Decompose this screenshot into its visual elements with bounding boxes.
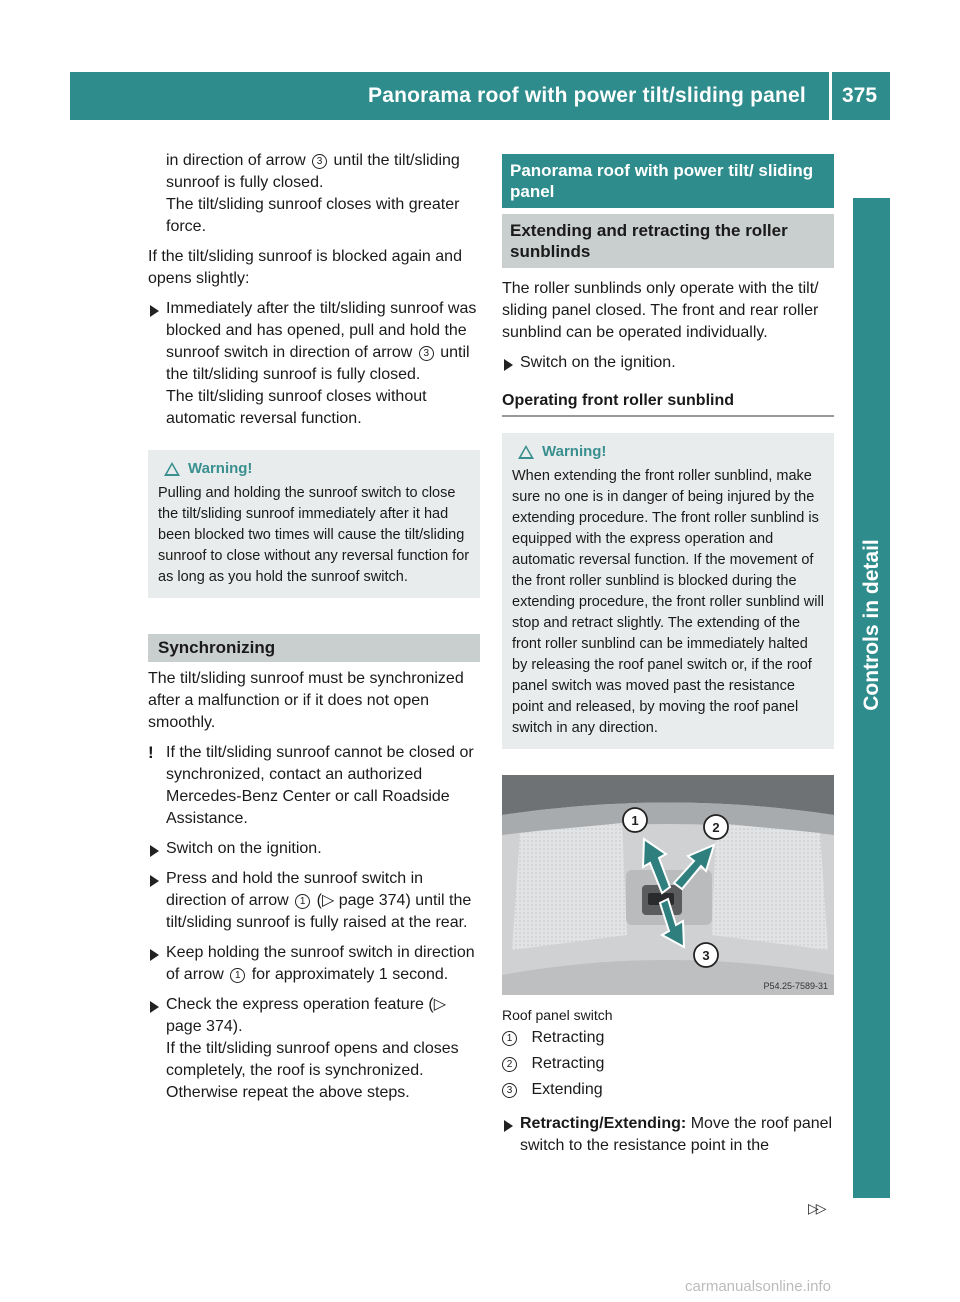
watermark: carmanualsonline.info (685, 1278, 831, 1295)
photo-code: P54.25-7589-31 (763, 981, 828, 991)
warning-header (164, 460, 470, 477)
roof-panel-switch-photo (502, 775, 834, 995)
step-arrow-icon (150, 1001, 159, 1013)
warning-box-right (502, 433, 834, 749)
subsection-heading-sunblinds: Extending and retracting the roller sunblinds (502, 214, 834, 268)
photo-caption: Roof panel switch (502, 1007, 613, 1023)
legend-item-1 (502, 1027, 834, 1049)
cont1b-text: until the tilt/sliding sunroof is fully closed. (166, 152, 460, 191)
page-number: 375 (842, 84, 878, 107)
legend-marker-3: 3 (502, 1083, 517, 1098)
step-arrow-icon (150, 875, 159, 887)
step-arrow-icon (504, 1120, 513, 1132)
s3a-text: Keep holding the sunroof switch in direction of arrow (166, 944, 475, 983)
warning-title: Warning! (542, 443, 607, 460)
warning-triangle-icon (518, 445, 534, 459)
warning-title: Warning! (188, 460, 253, 477)
step-retracting-extending (502, 1113, 834, 1157)
s2b-text: (▷ page 374) until the tilt/sliding sunroof is fully raised at the rear. (166, 892, 472, 931)
step-last-text: Move the roof panel switch to the resistance point in the (520, 1115, 833, 1154)
s1-text: Switch on the ignition. (166, 840, 322, 857)
step-arrow-icon (150, 305, 159, 317)
roof-panel-illustration (502, 775, 834, 995)
section-heading-panorama: Panorama roof with power tilt/ sliding panel (502, 154, 834, 208)
sync-text: The tilt/sliding sunroof must be synchronized after a malfunction or if it does not open smoothly. (148, 670, 464, 731)
step1b-text: until the tilt/sliding sunroof is fully closed. (166, 344, 470, 383)
page-header (70, 72, 890, 120)
blocked-text: If the tilt/sliding sunroof is blocked again and opens slightly: (148, 248, 462, 287)
warning-box (148, 450, 480, 598)
legend-marker-1: 1 (502, 1031, 517, 1046)
continuation-text-2: The tilt/sliding sunroof closes with greater force. (166, 196, 460, 235)
subheading-front-sunblind: Operating front roller sunblind (502, 392, 834, 417)
legend-label-3: Extending (531, 1081, 603, 1098)
legend-marker-2: 2 (502, 1057, 517, 1072)
right-column (502, 154, 834, 1157)
s3b-text: for approximately 1 second. (251, 966, 449, 983)
continuation-text (148, 150, 480, 194)
note-text: If the tilt/sliding sunroof cannot be closed or synchronized, contact an authorized Mercedes-Benz Center or call Roadside Assistance. (166, 744, 474, 827)
side-tab-text: Controls in detail (860, 539, 883, 711)
step-arrow-icon (150, 949, 159, 961)
warning-text: When extending the front roller sunblind, make sure no one is in danger of being injured by the extending procedure. The front roller sunblind is equipped with the express operation and automatic reversal function. If the movement of the front roller sunblind is blocked during the extending procedure, the front roller sunblind will stop and retract slightly. The extending of the front roller sunblind can be immediately halted by releasing the roof panel switch or, if the roof panel switch was moved past the resistance point and released, by moving the roof panel switch in any direction. (512, 468, 824, 736)
intro-text: The roller sunblinds only operate with the tilt/ sliding panel closed. The front and rear roller sunblind can be operated individually. (502, 280, 819, 341)
step-arrow-icon (150, 845, 159, 857)
section-heading-synchronizing: Synchronizing (148, 634, 480, 662)
s4a-text: Check the express operation feature (▷ page 374). (166, 996, 447, 1035)
step-keep-holding (148, 942, 480, 986)
step-ignition-right (502, 352, 834, 374)
legend-label-1: Retracting (531, 1029, 605, 1046)
arrow-3-marker: 3 (419, 346, 434, 361)
step1a-text: Immediately after the tilt/sliding sunroof was blocked and has opened, pull and hold the sunroof switch in direction of arrow (166, 300, 477, 361)
arrow-3-marker: 3 (312, 154, 327, 169)
svg-text:3: 3 (702, 948, 710, 963)
header-divider (829, 72, 832, 120)
note-paragraph (148, 742, 480, 830)
s2a-text: Press and hold the sunroof switch in direction of arrow (166, 870, 424, 909)
page-title: Panorama roof with power tilt/sliding panel (368, 84, 806, 107)
step-bold-label: Retracting/Extending: (520, 1115, 687, 1132)
step-ignition (148, 838, 480, 860)
left-column (148, 150, 480, 1104)
step-check-express (148, 994, 480, 1104)
continue-arrows-icon: ▷▷ (808, 1200, 824, 1216)
step-arrow-icon (504, 359, 513, 371)
warning-text: Pulling and holding the sunroof switch to close the tilt/sliding sunroof immediately after it had been blocked two times will cause the tilt/sliding sunroof to close without any reversal function for as long as you hold the sunroof switch. (158, 485, 470, 585)
note-mark-icon: ! (148, 743, 154, 762)
svg-text:2: 2 (712, 820, 720, 835)
step-immediately (148, 298, 480, 430)
side-tab-label (855, 525, 889, 725)
warning-header (518, 443, 824, 460)
svg-text:1: 1 (631, 813, 639, 828)
arrow-1-marker: 1 (230, 968, 245, 983)
legend-label-2: Retracting (531, 1055, 605, 1072)
s4b-text: If the tilt/sliding sunroof opens and closes completely, the roof is synchronized. Otherwise repeat the above steps. (166, 1040, 459, 1101)
legend-item-3 (502, 1079, 834, 1101)
step1c-text: The tilt/sliding sunroof closes without automatic reversal function. (166, 388, 427, 427)
arrow-1-marker: 1 (295, 894, 310, 909)
legend-item-2 (502, 1053, 834, 1075)
r1-text: Switch on the ignition. (520, 354, 676, 371)
cont1-text: in direction of arrow (166, 152, 306, 169)
warning-triangle-icon (164, 462, 180, 476)
step-press-hold (148, 868, 480, 934)
